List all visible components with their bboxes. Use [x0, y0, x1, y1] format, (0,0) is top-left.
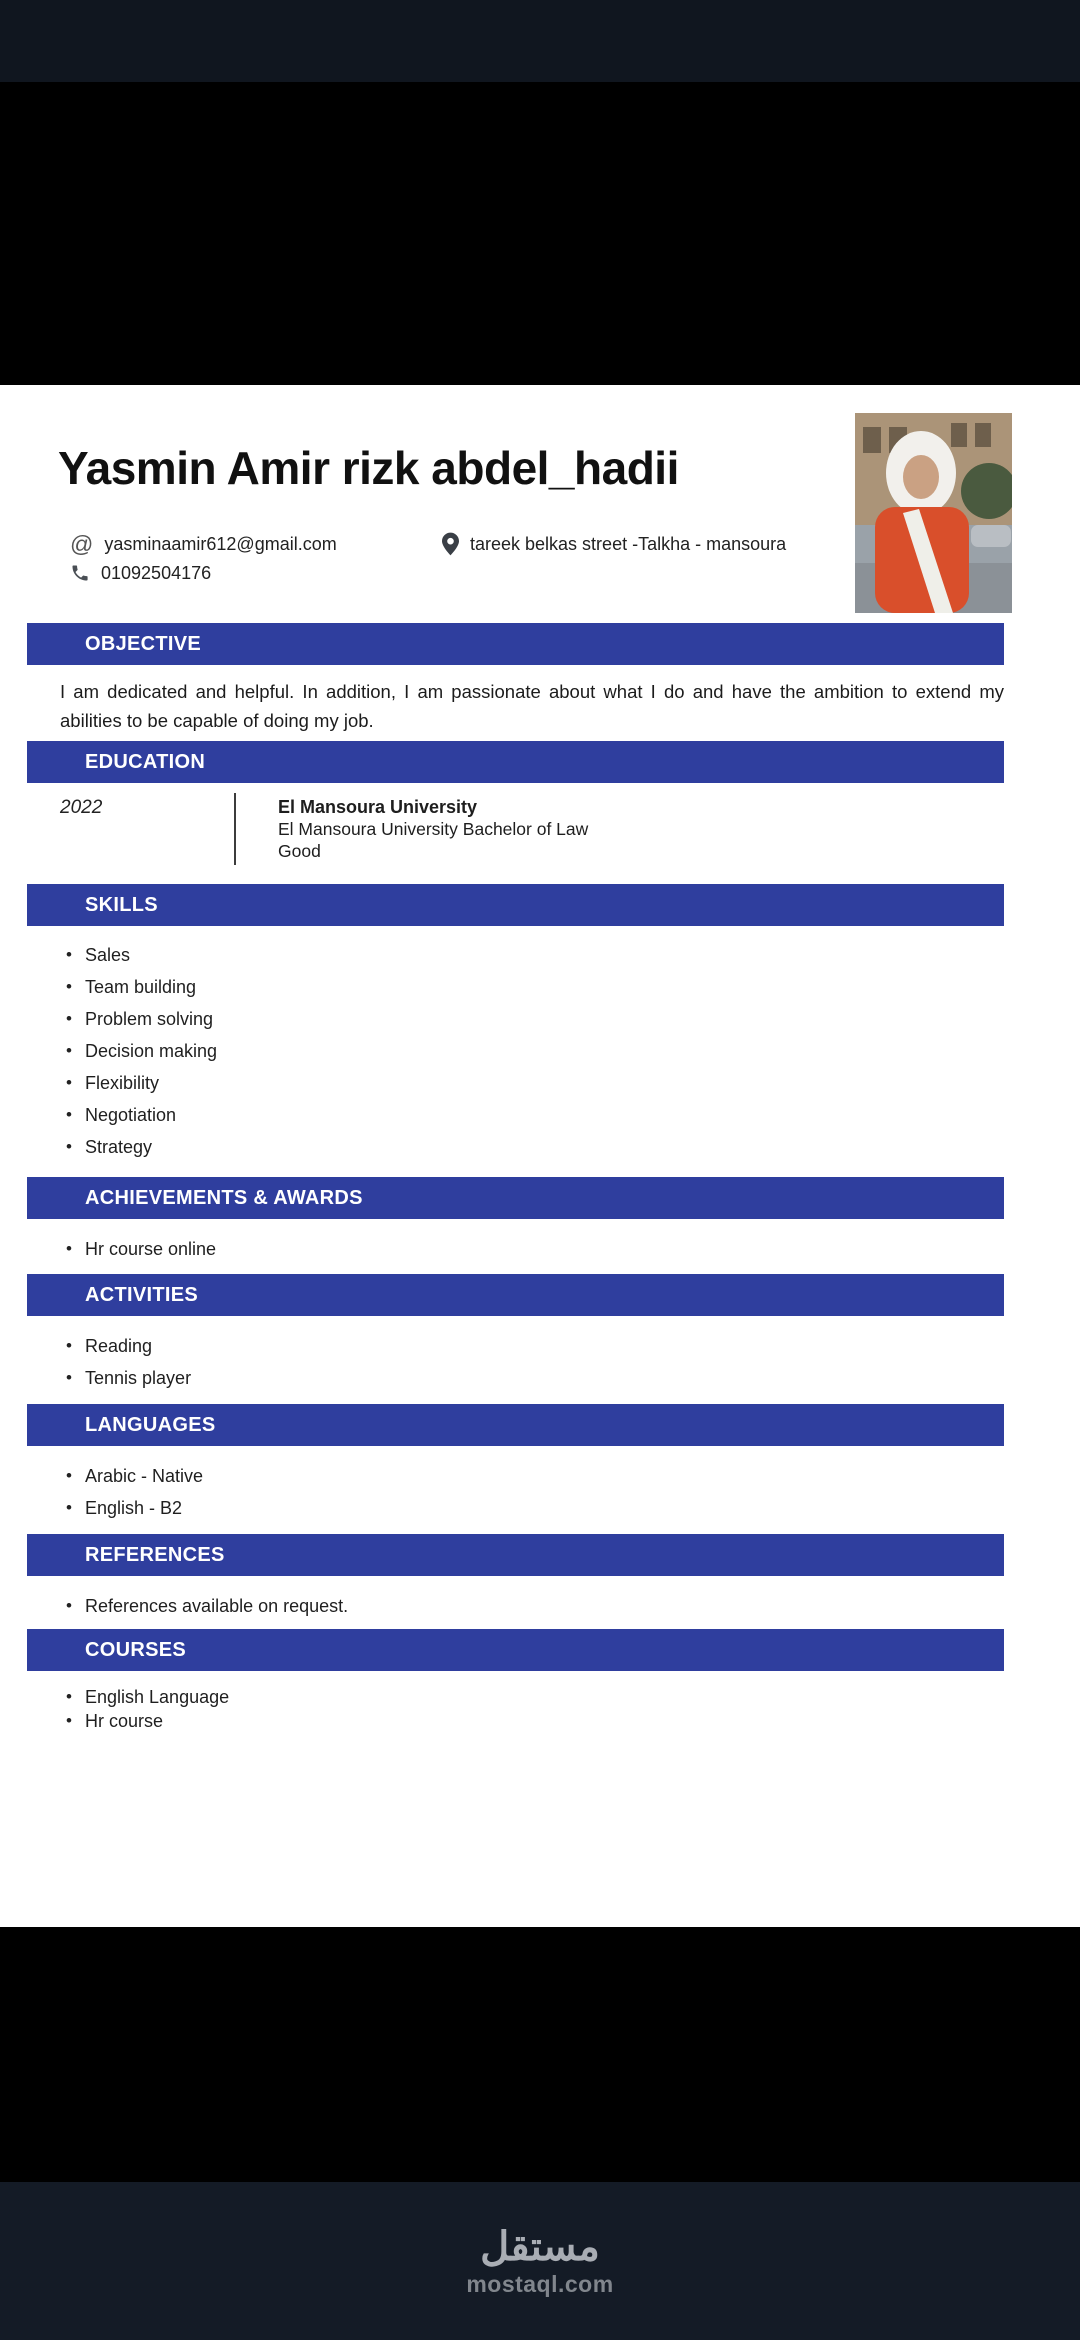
skill-item: • Sales — [60, 939, 1004, 971]
courses-list — [60, 1685, 1004, 1733]
candidate-name: Yasmin Amir rizk abdel_hadii — [58, 442, 679, 494]
education-grade: Good — [278, 841, 321, 861]
education-degree: El Mansoura University Bachelor of Law — [278, 819, 589, 839]
phone-icon — [70, 563, 90, 583]
references-list — [60, 1590, 1004, 1622]
activity-item: • Reading — [60, 1330, 1004, 1362]
activity-item: • Tennis player — [60, 1362, 1004, 1394]
address-text: tareek belkas street -Talkha - mansoura — [470, 533, 787, 554]
section-header-languages — [27, 1404, 1004, 1446]
skill-item: • Negotiation — [60, 1099, 1004, 1131]
section-header-references — [27, 1534, 1004, 1576]
section-title: ACTIVITIES — [85, 1283, 199, 1306]
section-title: OBJECTIVE — [85, 632, 202, 655]
top-navy-band — [0, 0, 1080, 82]
mostaql-logo-arabic: مستقل — [480, 2224, 600, 2269]
language-item: • English - B2 — [60, 1492, 1004, 1524]
letterbox-bottom — [0, 1927, 1080, 2182]
section-header-achievements — [27, 1177, 1004, 1219]
skill-item: • Decision making — [60, 1035, 1004, 1067]
section-title: LANGUAGES — [85, 1413, 216, 1436]
language-item: • Arabic - Native — [60, 1460, 1004, 1492]
phone-text: 01092504176 — [101, 562, 212, 583]
skill-item: • Team building — [60, 971, 1004, 1003]
address-row — [442, 529, 786, 559]
achievement-item: • Hr course online — [60, 1233, 1004, 1265]
section-title: COURSES — [85, 1638, 187, 1661]
skill-item: • Strategy — [60, 1131, 1004, 1163]
section-title: REFERENCES — [85, 1543, 225, 1566]
skills-list — [60, 939, 1004, 1163]
activities-list — [60, 1330, 1004, 1394]
section-title: EDUCATION — [85, 750, 206, 773]
section-header-skills — [27, 884, 1004, 926]
section-header-objective — [27, 623, 1004, 665]
objective-text: I am dedicated and helpful. In addition, I am passionate about what I do and have the ambition to extend my abilities to be capable of doing my job. — [60, 681, 1004, 731]
section-header-activities — [27, 1274, 1004, 1316]
letterbox-top — [0, 82, 1080, 385]
section-title: ACHIEVEMENTS & AWARDS — [85, 1186, 363, 1209]
course-item: • Hr course — [60, 1709, 1004, 1733]
reference-item: • References available on request. — [60, 1590, 1004, 1622]
course-item: • English Language — [60, 1685, 1004, 1709]
education-entry — [60, 796, 1004, 865]
email-row — [70, 529, 337, 559]
languages-list — [60, 1460, 1004, 1524]
contact-info — [70, 529, 1020, 599]
education-year: 2022 — [60, 797, 103, 818]
education-details — [236, 796, 588, 865]
phone-row — [70, 558, 211, 588]
skill-item: • Flexibility — [60, 1067, 1004, 1099]
mostaql-url: mostaql.com — [466, 2270, 614, 2297]
achievements-list — [60, 1233, 1004, 1265]
email-icon: @ — [70, 530, 94, 557]
watermark-area — [0, 2182, 1080, 2340]
section-title: SKILLS — [85, 893, 158, 916]
email-text: yasminaamir612@gmail.com — [104, 533, 337, 554]
education-school: El Mansoura University — [278, 797, 478, 817]
resume-header — [0, 385, 1080, 623]
section-header-courses — [27, 1629, 1004, 1671]
location-icon — [442, 532, 459, 556]
resume-document — [0, 385, 1080, 1927]
section-header-education — [27, 741, 1004, 783]
skill-item: • Problem solving — [60, 1003, 1004, 1035]
